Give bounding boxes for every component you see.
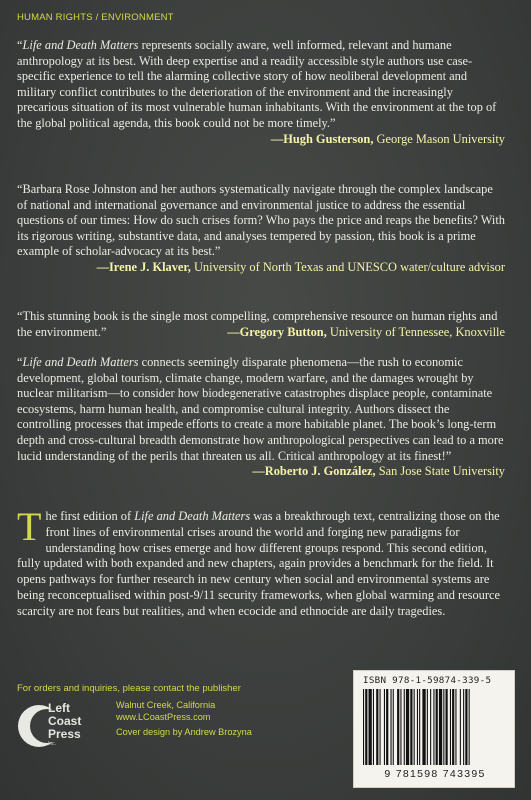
endorsement-3: “This stunning book is the single most compelling, comprehensive resource on human rights and the environment.” —Gregory Button, University of Tennessee, Knoxville — [17, 309, 505, 339]
publisher-logo-text: Left Coast Press — [48, 701, 82, 741]
publisher-city: Walnut Creek, California — [116, 700, 216, 710]
book-title: Life and Death Matters — [22, 38, 139, 52]
barcode-number: 9 781598 743395 — [384, 768, 486, 780]
orders-heading: For orders and inquiries, please contact the publisher — [17, 683, 241, 694]
drop-cap: T — [17, 504, 42, 549]
endorsement-attribution: —Roberto J. González, San Jose State University — [252, 464, 505, 479]
endorsement-2: “Barbara Rose Johnston and her authors systematically navigate through the complex landscape of national and international governance and environmental justice to address the essential questions of our times: How do such crises form? Who pays the price and reaps the benefits? With its rigorous writing, substantive data, and analyses tempered by passion, this book is a prime example of scholar-advocacy at its best.” —Irene J. Klaver, University of North Texas and UNESCO water/culture advisor — [17, 182, 506, 274]
publisher-website[interactable]: www.LCoastPress.com — [116, 711, 211, 722]
cover-credit: Cover design by Andrew Brozyna — [116, 727, 252, 737]
endorsement-attribution: —Irene J. Klaver, University of North Texas and UNESCO water/culture advisor — [96, 259, 505, 274]
book-title: Life and Death Matters — [134, 509, 251, 523]
endorsement-4: “Life and Death Matters connects seemingly disparate phenomena—the rush to economic development, global tourism, climate change, modern warfare, and the damages wrought by nuclear militarism—to consider how biodegenerative catastrophes displace people, contaminate ecosystems, harm human health, and compromise cultural integrity. Authors dissect the controlling processes that impede efforts to create a more habitable planet. The book’s long-term depth and cross-cultural breadth demonstrate how anthropological perspectives can lead to a more lucid understanding of the perils that threaten us all. Critical anthropology at its finest!” —Roberto J. González, San Jose State University — [17, 355, 505, 479]
isbn-label: ISBN 978-1-59874-339-5 — [363, 675, 492, 686]
isbn-barcode-block — [353, 670, 515, 788]
endorsement-attribution: —Gregory Button, University of Tennessee, Knoxville — [227, 324, 505, 339]
publisher-logo-inc: Inc. — [48, 741, 57, 747]
barcode-icon — [363, 689, 507, 765]
book-title: Life and Death Matters — [22, 355, 139, 369]
book-description: The first edition of Life and Death Matters was a breakthrough text, centralizing those on the front lines of environmental crises around the world and forging new paradigms for understanding how crises emerge and how different groups respond. This second edition, fully updated with both expanded and new chapters, again provides a benchmark for the field. It opens pathways for further research in new century when social and environmental systems are being reconceptualised within post-9/11 security frameworks, when global warming and resource scarcity are not fears but realities, and when ecocide and ethnocide are daily tragedies. — [17, 504, 500, 618]
endorsement-1: “Life and Death Matters represents socially aware, well informed, relevant and humane anthropology at its best. With deep expertise and a readily accessible style authors use case-specific experience to tell the alarming collective story of how neoliberal development and military conflict contributes to the deterioration of the environment and the increasingly precarious situation of its most vulnerable human inhabitants. With the environment at the top of the global political agenda, this book could not be more timely.” —Hugh Gusterson, George Mason University — [17, 38, 505, 146]
category-label: HUMAN RIGHTS / ENVIRONMENT — [17, 12, 174, 23]
publisher-info — [116, 700, 252, 739]
endorsement-attribution: —Hugh Gusterson, George Mason University — [270, 131, 505, 146]
